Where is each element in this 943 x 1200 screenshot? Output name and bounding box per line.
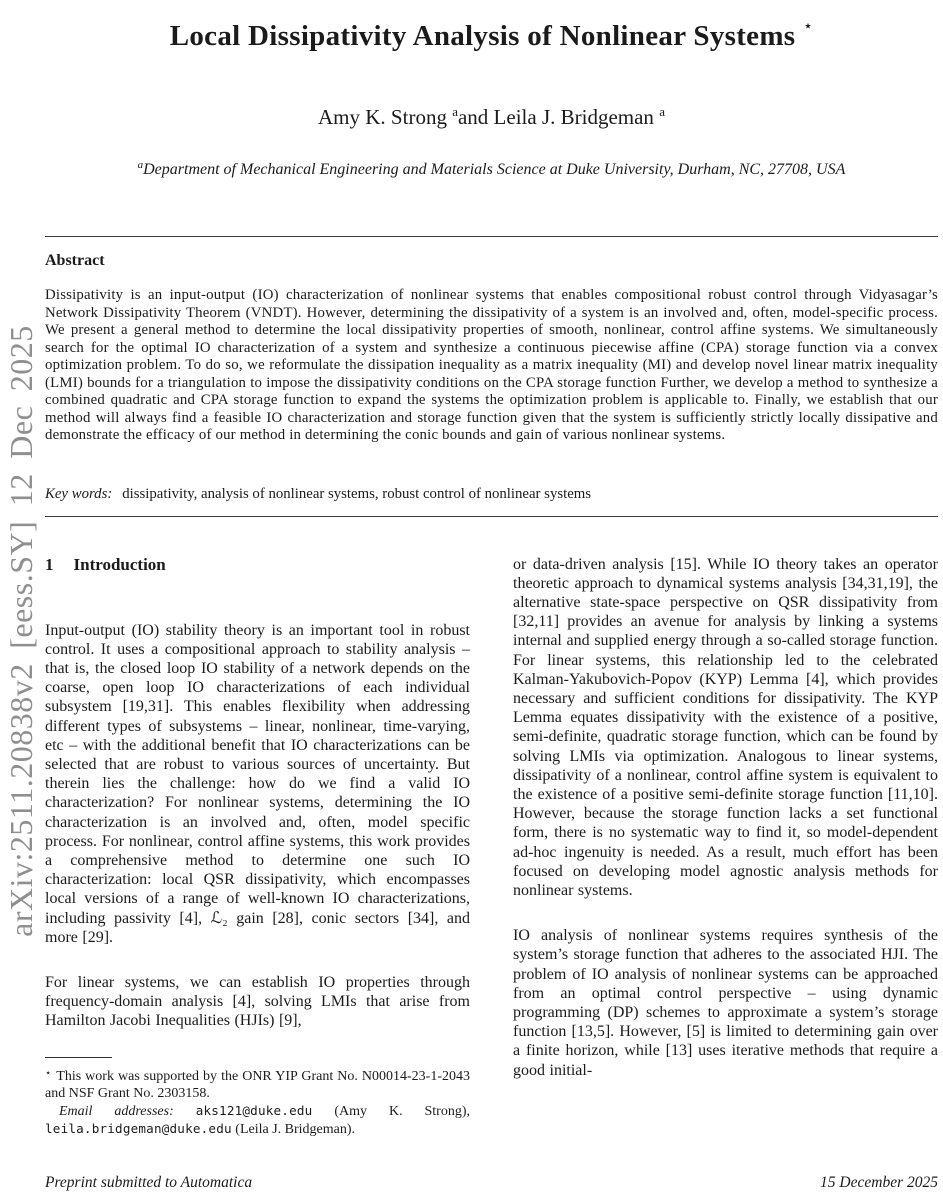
- authors-line: [45, 99, 938, 130]
- affiliation-line: [45, 156, 938, 179]
- two-column-body: [45, 555, 938, 1138]
- author-superscript-1: a: [452, 104, 458, 119]
- footer-journal-note: Preprint submitted to Automatica: [45, 1174, 253, 1191]
- affiliation-superscript: a: [137, 159, 144, 171]
- body-paragraph: IO analysis of nonlinear systems requires synthesis of the system’s storage function that adheres to the associated HJI. The problem of IO analysis of nonlinear systems can be approached from an optimal control perspective – using dynamic programming (DP) schemes to approximate a system’s storage function [13,5]. However, [5] is limited to determining gain over a finite horizon, while [13] uses iterative methods that require a good initial-: [513, 927, 938, 1079]
- footer-date: 15 December 2025: [820, 1174, 938, 1191]
- body-paragraph: or data-driven analysis [15]. While IO theory takes an operator theoretic approach to dynamical systems analysis [34,31,19], the alternative state-space perspective on QSR dissipativity from [32,11] provides an avenue for analysis by linking a systems internal and supplied energy through a so-called storage function. For linear systems, this relationship led to the celebrated Kalman-Yakubovich-Popov (KYP) Lemma [4], which provides necessary and sufficient conditions for dissipativity. The KYP Lemma equates dissipativity with the existence of a positive, semi-definite, quadratic storage function, which can be found by solving LMIs via optimization. Analogous to linear systems, dissipativity of a nonlinear, control affine system is equivalent to the existence of a positive semi-definite storage function [11,10]. However, because the storage function lacks a set functional form, there is no systematic way to find it, so model-dependent ad-hoc ingenuity is needed. As a result, much effort has been focused on developing model agnostic analysis methods for nonlinear systems.: [513, 555, 938, 899]
- arxiv-watermark: arXiv:2511.20838v2 [eess.SY] 12 Dec 2025: [3, 325, 39, 937]
- email-owner-2: (Leila J. Bridgeman).: [235, 1121, 356, 1137]
- section-title: Introduction: [73, 554, 166, 574]
- abstract-text: Dissipativity is an input-output (IO) characterization of nonlinear systems that enables compositional robust control through Vidyasagar’s Network Dissipativity Theorem (VNDT). However, determining the dissipativity of a system is an involved and, often, model-specific process. We present a general method to determine the local dissipativity properties of smooth, nonlinear, control affine systems. We simultaneously search for the optimal IO characterization of a system and synthesize a continuous piecewise affine (CPA) storage function via a convex optimization problem. To do so, we reformulate the dissipation inequality as a matrix inequality (MI) and develop novel linear matrix inequality (LMI) bounds for a triangulation to impose the dissipativity conditions on the CPA storage function Further, we develop a method to synthesize a combined quadratic and CPA storage function to expand the systems the optimization problem is applicable to. Finally, we establish that our method will always find a feasible IO characterization and storage function given that the system is sufficiently strictly locally dissipative and demonstrate the efficacy of our method in determining the conic bounds and gain of various nonlinear systems.: [45, 287, 938, 443]
- mid-rule: [45, 516, 938, 517]
- page-footer: [45, 1173, 938, 1192]
- email-label: Email addresses:: [59, 1103, 174, 1119]
- keywords-line: [45, 485, 938, 503]
- abstract-heading: Abstract: [45, 252, 105, 269]
- email-address-2: leila.bridgeman@duke.edu: [45, 1120, 232, 1136]
- abstract-section: [45, 251, 938, 503]
- footnote-support: [45, 1065, 470, 1102]
- body-paragraph: For linear systems, we can establish IO properties through frequency-domain analysis [4], solving LMIs that arise from Hamilton Jacobi Inequalities (HJIs) [9],: [45, 973, 470, 1030]
- footnote-block: [45, 1057, 470, 1138]
- footnote-rule: [45, 1057, 112, 1058]
- author-superscript-2: a: [659, 104, 665, 119]
- right-column: [513, 555, 938, 1138]
- footnote-star: ⋆: [45, 1067, 52, 1079]
- keywords-text: dissipativity, analysis of nonlinear systems, robust control of nonlinear systems: [122, 485, 592, 502]
- affiliation-text: Department of Mechanical Engineering and Materials Science at Duke University, Durham, NC, 27708, USA: [143, 161, 846, 178]
- section-number: 1: [45, 554, 54, 574]
- keywords-label: Key words:: [45, 485, 113, 502]
- title-footnote-star: ⋆: [802, 18, 814, 35]
- author-name-2: and Leila J. Bridgeman: [457, 105, 654, 129]
- top-rule: [45, 236, 938, 237]
- email-address-1: aks121@duke.edu: [195, 1102, 313, 1118]
- author-name-1: Amy K. Strong: [318, 105, 447, 129]
- left-column: [45, 555, 470, 1138]
- paper-title: [45, 10, 938, 53]
- email-owner-1: (Amy K. Strong),: [334, 1103, 471, 1119]
- section-heading-introduction: [45, 555, 470, 575]
- footnote-support-text: This work was supported by the ONR YIP Grant No. N00014-23-1-2043 and NSF Grant No. 2303158.: [45, 1068, 470, 1101]
- body-paragraph: Input-output (IO) stability theory is an important tool in robust control. It uses a compositional approach to stability analysis – that is, the closed loop IO stability of a network depends on the coarse, open loop IO characterizations of each individual subsystem [19,31]. This enables flexibility when addressing different types of subsystems – linear, nonlinear, time-varying, etc – with the additional benefit that IO characterizations can be selected that are robust to various sources of uncertainty. But therein lies the challenge: how do we find a valid IO characterization? For nonlinear systems, determining the IO characterization is an involved and, often, model specific process. For nonlinear, control affine systems, this work provides a comprehensive method to determine one such IO characterization: local QSR dissipativity, which encompasses local versions of a range of well-known IO characterizations, including passivity [4], ℒ₂ gain [28], conic sectors [34], and more [29].: [45, 621, 470, 946]
- footnote-emails: [45, 1102, 470, 1138]
- paper-title-text: Local Dissipativity Analysis of Nonlinear Systems: [169, 20, 796, 52]
